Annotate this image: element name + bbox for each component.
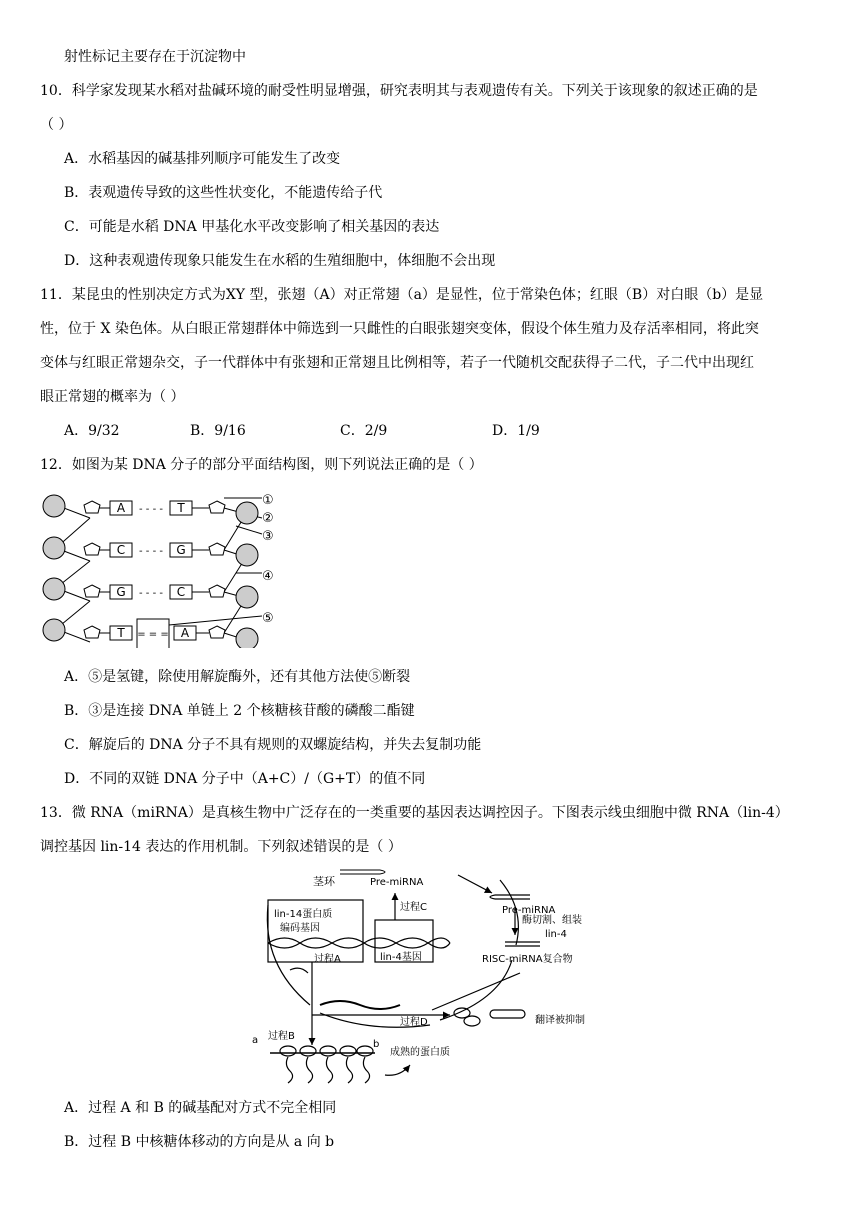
process-a-label: 过程A <box>314 954 341 965</box>
q12-stem: 12．如图为某 DNA 分子的部分平面结构图，则下列说法正确的是（ ） <box>40 457 483 473</box>
inhibited-label: 翻译被抑制 <box>535 1015 585 1026</box>
base-label: A <box>180 626 190 640</box>
sugar-pentagon <box>84 626 100 638</box>
gene-box-line2: 编码基因 <box>280 923 320 934</box>
sugar-pentagon <box>84 585 100 597</box>
base-label: C <box>176 585 186 599</box>
mature-protein-label: 成熟的蛋白质 <box>390 1047 450 1058</box>
label-b: b <box>373 1039 380 1050</box>
phosphate-circle <box>43 619 65 641</box>
q12-option-c[interactable]: C．解旋后的 DNA 分子不具有规则的双螺旋结构，并失去复制功能 <box>64 737 482 753</box>
q11-stem-line3: 变体与红眼正常翅杂交，子一代群体中有张翅和正常翅且比例相等，若子一代随机交配获得子二代，子二代中出现红 <box>40 355 754 371</box>
stem-loop-label: 茎环 <box>313 875 335 888</box>
q12-option-d[interactable]: D．不同的双链 DNA 分子中（A+C）/（G+T）的值不同 <box>64 771 426 787</box>
q10-option-c[interactable]: C．可能是水稻 DNA 甲基化水平改变影响了相关基因的表达 <box>64 219 440 235</box>
q10-option-a[interactable]: A．水稻基因的碱基排列顺序可能发生了改变 <box>64 151 341 167</box>
hydrogen-bond-mark: - - - - <box>139 504 163 515</box>
sugar-pentagon <box>209 543 225 555</box>
q11-option-d[interactable]: D．1/9 <box>492 423 540 439</box>
q11-option-c[interactable]: C．2/9 <box>340 423 388 439</box>
phosphate-circle <box>43 495 65 517</box>
q13-stem-line1: 13．微 RNA（miRNA）是真核生物中广泛存在的一类重要的基因表达调控因子。下图表示线虫细胞中微 RNA（lin-4） <box>40 805 789 821</box>
process-c-label: 过程C <box>400 902 427 913</box>
phosphate-circle <box>236 502 258 524</box>
continuation-text: 射性标记主要存在于沉淀物中 <box>64 49 246 65</box>
dna-structure-diagram <box>40 488 285 648</box>
hydrogen-bond-mark: = = = <box>137 629 169 640</box>
pre-mirna-label: Pre-miRNA <box>370 877 424 888</box>
phosphate-circle <box>236 544 258 566</box>
phosphate-circle <box>43 578 65 600</box>
phosphate-circle <box>236 586 258 608</box>
risc-label: RISC-miRNA复合物 <box>482 954 573 965</box>
hydrogen-bond-mark: - - - - <box>139 546 163 557</box>
q11-stem-line1: 11．某昆虫的性别决定方式为XY 型，张翅（A）对正常翅（a）是显性，位于常染色体；红眼（B）对白眼（b）是显 <box>40 287 764 303</box>
q13-stem-line2: 调控基因 lin-14 表达的作用机制。下列叙述错误的是（ ） <box>40 839 402 855</box>
q11-stem-line2: 性，位于 X 染色体。从白眼正常翅群体中筛选到一只雌性的白眼张翅突变体，假设个体生殖力及存活率相同，将此突 <box>40 321 759 337</box>
base-label: A <box>116 501 126 515</box>
label-5: ⑤ <box>262 611 274 626</box>
sugar-pentagon <box>209 501 225 513</box>
base-label: G <box>116 585 126 599</box>
lin4-gene-label: lin-4基因 <box>380 952 422 963</box>
base-label: T <box>117 626 125 640</box>
process-b-label: 过程B <box>268 1031 295 1042</box>
phosphate-circle <box>43 537 65 559</box>
hydrogen-bond-mark: - - - - <box>139 588 163 599</box>
sugar-pentagon <box>209 626 225 638</box>
label-4: ④ <box>262 569 274 584</box>
nuclear-envelope <box>267 905 310 1005</box>
q10-stem-line2: （ ） <box>40 117 73 133</box>
base-label: C <box>116 543 126 557</box>
lin4-label: lin-4 <box>545 929 567 940</box>
q11-stem-line4: 眼正常翅的概率为（ ） <box>40 389 185 405</box>
pre-mirna-label-2: Pre-miRNA <box>502 905 556 916</box>
phosphate-circle <box>236 628 258 648</box>
label-a: a <box>252 1035 259 1046</box>
sugar-pentagon <box>209 585 225 597</box>
q12-option-a[interactable]: A．⑤是氢键，除使用解旋酶外，还有其他方法使⑤断裂 <box>64 669 411 685</box>
q10-option-b[interactable]: B．表观遗传导致的这些性状变化，不能遗传给子代 <box>64 185 383 201</box>
sugar-pentagon <box>84 501 100 513</box>
label-1: ① <box>262 493 274 508</box>
process-d-label: 过程D <box>400 1017 428 1028</box>
mirna-mechanism-diagram <box>240 865 640 1090</box>
q11-option-b[interactable]: B．9/16 <box>190 423 246 439</box>
gene-box-line1: lin-14蛋白质 <box>274 909 333 920</box>
label-3: ③ <box>262 529 274 544</box>
base-label: G <box>176 543 186 557</box>
sugar-pentagon <box>84 543 100 555</box>
enzyme-label: 酶切割、组装 <box>522 915 582 926</box>
label-2: ② <box>262 511 274 526</box>
q13-option-b[interactable]: B．过程 B 中核糖体移动的方向是从 a 向 b <box>64 1134 335 1150</box>
q10-stem-line1: 10．科学家发现某水稻对盐碱环境的耐受性明显增强，研究表明其与表观遗传有关。下列关于该现象的叙述正确的是 <box>40 83 758 99</box>
q12-option-b[interactable]: B．③是连接 DNA 单链上 2 个核糖核苷酸的磷酸二酯键 <box>64 703 415 719</box>
base-label: T <box>177 501 185 515</box>
q13-option-a[interactable]: A．过程 A 和 B 的碱基配对方式不完全相同 <box>64 1100 337 1116</box>
q10-option-d[interactable]: D．这种表观遗传现象只能发生在水稻的生殖细胞中，体细胞不会出现 <box>64 253 496 269</box>
q11-option-a[interactable]: A．9/32 <box>64 423 120 439</box>
